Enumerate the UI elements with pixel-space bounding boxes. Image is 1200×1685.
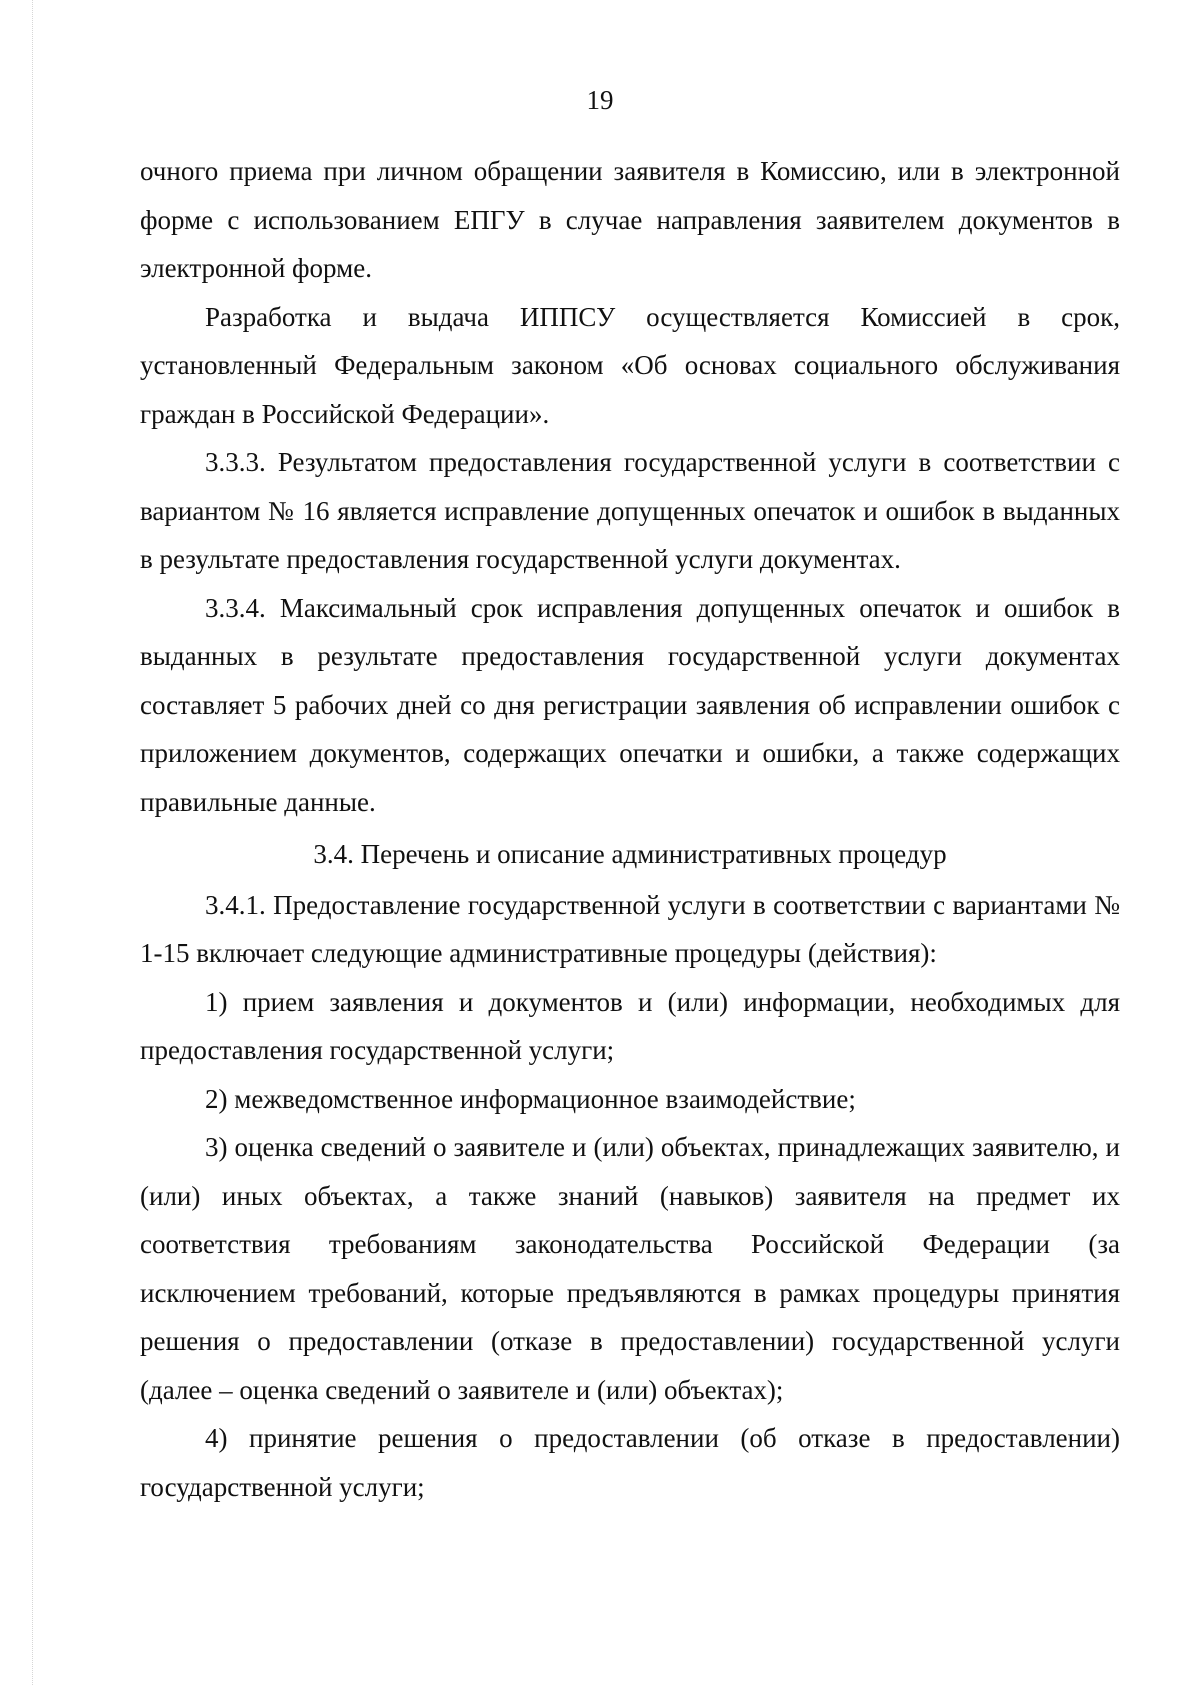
page-edge-marks bbox=[32, 0, 33, 1685]
paragraph-ippsu: Разработка и выдача ИППСУ осуществляется Комиссией в срок, установленный Федеральным законом «Об основах социального обслуживания граждан в Российской Федерации». bbox=[140, 301, 1120, 429]
document-body bbox=[140, 147, 1120, 1511]
page-number: 19 bbox=[586, 85, 614, 115]
paragraph-3-3-3: 3.3.3. Результатом предоставления государственной услуги в соответствии с вариантом № 16 является исправление допущенных опечаток и ошибок в выданных в результате предоставления государственной услуги документах. bbox=[140, 447, 1120, 574]
list-item-4: 4) принятие решения о предоставлении (об отказе в предоставлении) государственной услуги; bbox=[140, 1423, 1120, 1502]
list-item-3: 3) оценка сведений о заявителе и (или) объектах, принадлежащих заявителю, и (или) иных объектах, а также знаний (навыков) заявителя на предмет их соответствия требованиям законодательства Российской Федерации (за исключением требований, которые предъявляются в рамках процедуры принятия решения о предоставлении (отказе в предоставлении) государственной услуги (далее – оценка сведений о заявителе и (или) объектах); bbox=[140, 1132, 1120, 1405]
paragraph-continuation: очного приема при личном обращении заявителя в Комиссию, или в электронной форме с использованием ЕПГУ в случае направления заявителем документов в электронной форме. bbox=[140, 156, 1120, 283]
paragraph-3-3-4: 3.3.4. Максимальный срок исправления допущенных опечаток и ошибок в выданных в результате предоставления государственной услуги документах составляет 5 рабочих дней со дня регистрации заявления об исправлении ошибок с приложением документов, содержащих опечатки и ошибки, а также содержащих правильные данные. bbox=[140, 592, 1120, 817]
list-item-1: 1) прием заявления и документов и (или) информации, необходимых для предоставления государственной услуги; bbox=[140, 986, 1120, 1065]
list-item-2: 2) межведомственное информационное взаимодействие; bbox=[205, 1083, 856, 1114]
section-heading-3-4: 3.4. Перечень и описание административных процедур bbox=[313, 839, 947, 869]
paragraph-3-4-1: 3.4.1. Предоставление государственной услуги в соответствии с вариантами № 1-15 включает следующие административные процедуры (действия): bbox=[140, 889, 1120, 968]
